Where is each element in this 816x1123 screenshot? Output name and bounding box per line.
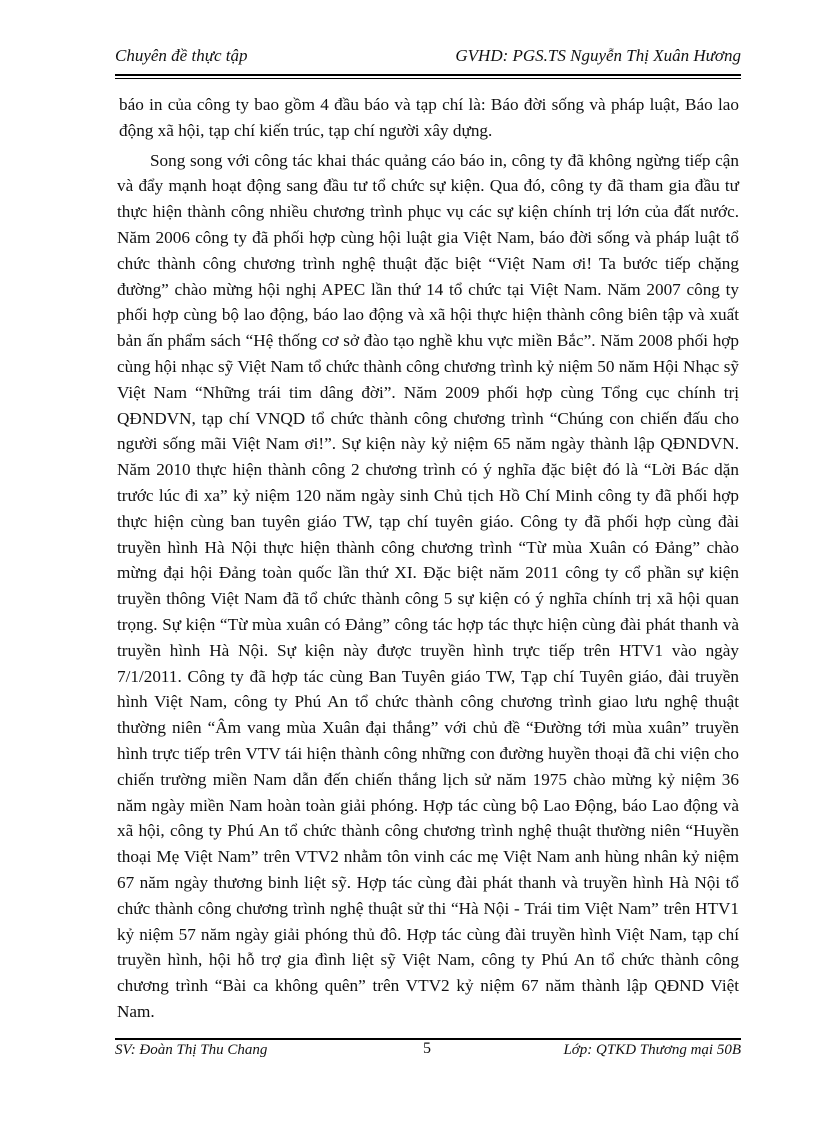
header-course-title: Chuyên đề thực tập [115,46,248,65]
page-footer [115,1042,741,1066]
footer-class: Lớp: QTKD Thương mại 50B [563,1042,741,1058]
document-body [117,92,739,1025]
header-divider [115,74,741,76]
footer-student-name: SV: Đoàn Thị Thu Chang [115,1042,268,1058]
page-number: 5 [423,1040,431,1057]
page-header [115,46,741,70]
paragraph-events: Song song với công tác khai thác quảng cáo báo in, công ty đã không ngừng tiếp cận và đẩy mạnh hoạt động sang đầu tư tổ chức sự kiện. Qua đó, công ty đã tham gia đầu tư thực hiện thành công nhiều chương trình phục vụ các sự kiện chính trị lớn của đất nước. Năm 2006 công ty đã phối hợp cùng hội luật gia Việt Nam, báo đời sống và pháp luật tổ chức thành công chương trình nghệ thuật đặc biệt “Việt Nam ơi! Ta bước tiếp chặng đường” chào mừng hội nghị APEC lần thứ 14 tổ chức tại Việt Nam. Năm 2007 công ty phối hợp cùng bộ lao động, báo lao động và xã hội thực hiện thành công biên tập và xuất bản ấn phẩm sách “Hệ thống cơ sở đào tạo nghề khu vực miền Bắc”. Năm 2008 phối hợp cùng hội nhạc sỹ Việt Nam tổ chức thành công chương trình kỷ niệm 50 năm Hội Nhạc sỹ Việt Nam “Những trái tim dâng đời”. Năm 2009 phối hợp cùng Tổng cục chính trị QĐNDVN, tạp chí VNQD tổ chức thành công chương trình “Chúng con chiến đấu cho người sống mãi Việt Nam ơi!”. Sự kiện này kỷ niệm 65 năm ngày thành lập QĐNDVN. Năm 2010 thực hiện thành công 2 chương trình có ý nghĩa đặc biệt đó là “Lời Bác dặn trước lúc đi xa” kỷ niệm 120 năm ngày sinh Chủ tịch Hồ Chí Minh công ty đã phối hợp thực hiện cùng ban tuyên giáo TW, tạp chí tuyên giáo. Công ty đã phối hợp cùng đài truyền hình Hà Nội thực hiện thành công chương trình “Từ mùa Xuân có Đảng” chào mừng đại hội Đảng toàn quốc lần thứ XI. Đặc biệt năm 2011 công ty cổ phần sự kiện truyền thông Việt Nam đã tổ chức thành công 5 sự kiện có ý nghĩa chính trị xã hội quan trọng. Sự kiện “Từ mùa xuân có Đảng” công tác hợp tác thực hiện cùng đài phát thanh và truyền hình Hà Nội. Sự kiện này được truyền hình trực tiếp trên HTV1 vào ngày 7/1/2011. Công ty đã hợp tác cùng Ban Tuyên giáo TW, Tạp chí Tuyên giáo, đài truyền hình Việt Nam, công ty Phú An tổ chức thành công chương trình giao lưu nghệ thuật thường niên “Âm vang mùa Xuân đại thắng” với chủ đề “Đường tới mùa xuân” truyền hình trực tiếp trên VTV tái hiện thành công những con đường huyền thoại đã chi viện cho chiến trường miền Nam dẫn đến chiến thắng lịch sử năm 1975 chào mừng kỷ niệm 36 năm ngày miền Nam hoàn toàn giải phóng. Hợp tác cùng bộ Lao Động, báo Lao động và xã hội, công ty Phú An tổ chức thành công chương trình nghệ thuật thường niên “Huyền thoại Mẹ Việt Nam” trên VTV2 nhằm tôn vinh các mẹ Việt Nam anh hùng nhân kỷ niệm 67 năm ngày thương binh liệt sỹ. Hợp tác cùng đài phát thanh và truyền hình Hà Nội tổ chức thành công chương trình nghệ thuật sử thi “Hà Nội - Trái tim Việt Nam” trên HTV1 kỷ niệm 57 năm ngày giải phóng thủ đô. Hợp tác cùng đài truyền hình Việt Nam, tạp chí truyền hình, hội hỗ trợ gia đình liệt sỹ Việt Nam, công ty Phú An tổ chức thành công chương trình “Bài ca không quên” trên VTV2 kỷ niệm 67 năm thành lập QĐND Việt Nam. [117,150,739,1021]
paragraph-continued: báo in của công ty bao gồm 4 đầu báo và tạp chí là: Báo đời sống và pháp luật, Báo lao động xã hội, tạp chí kiến trúc, tạp chí người xây dựng. [119,95,739,140]
header-divider-thin [115,78,741,79]
header-advisor: GVHD: PGS.TS Nguyễn Thị Xuân Hương [455,46,741,65]
